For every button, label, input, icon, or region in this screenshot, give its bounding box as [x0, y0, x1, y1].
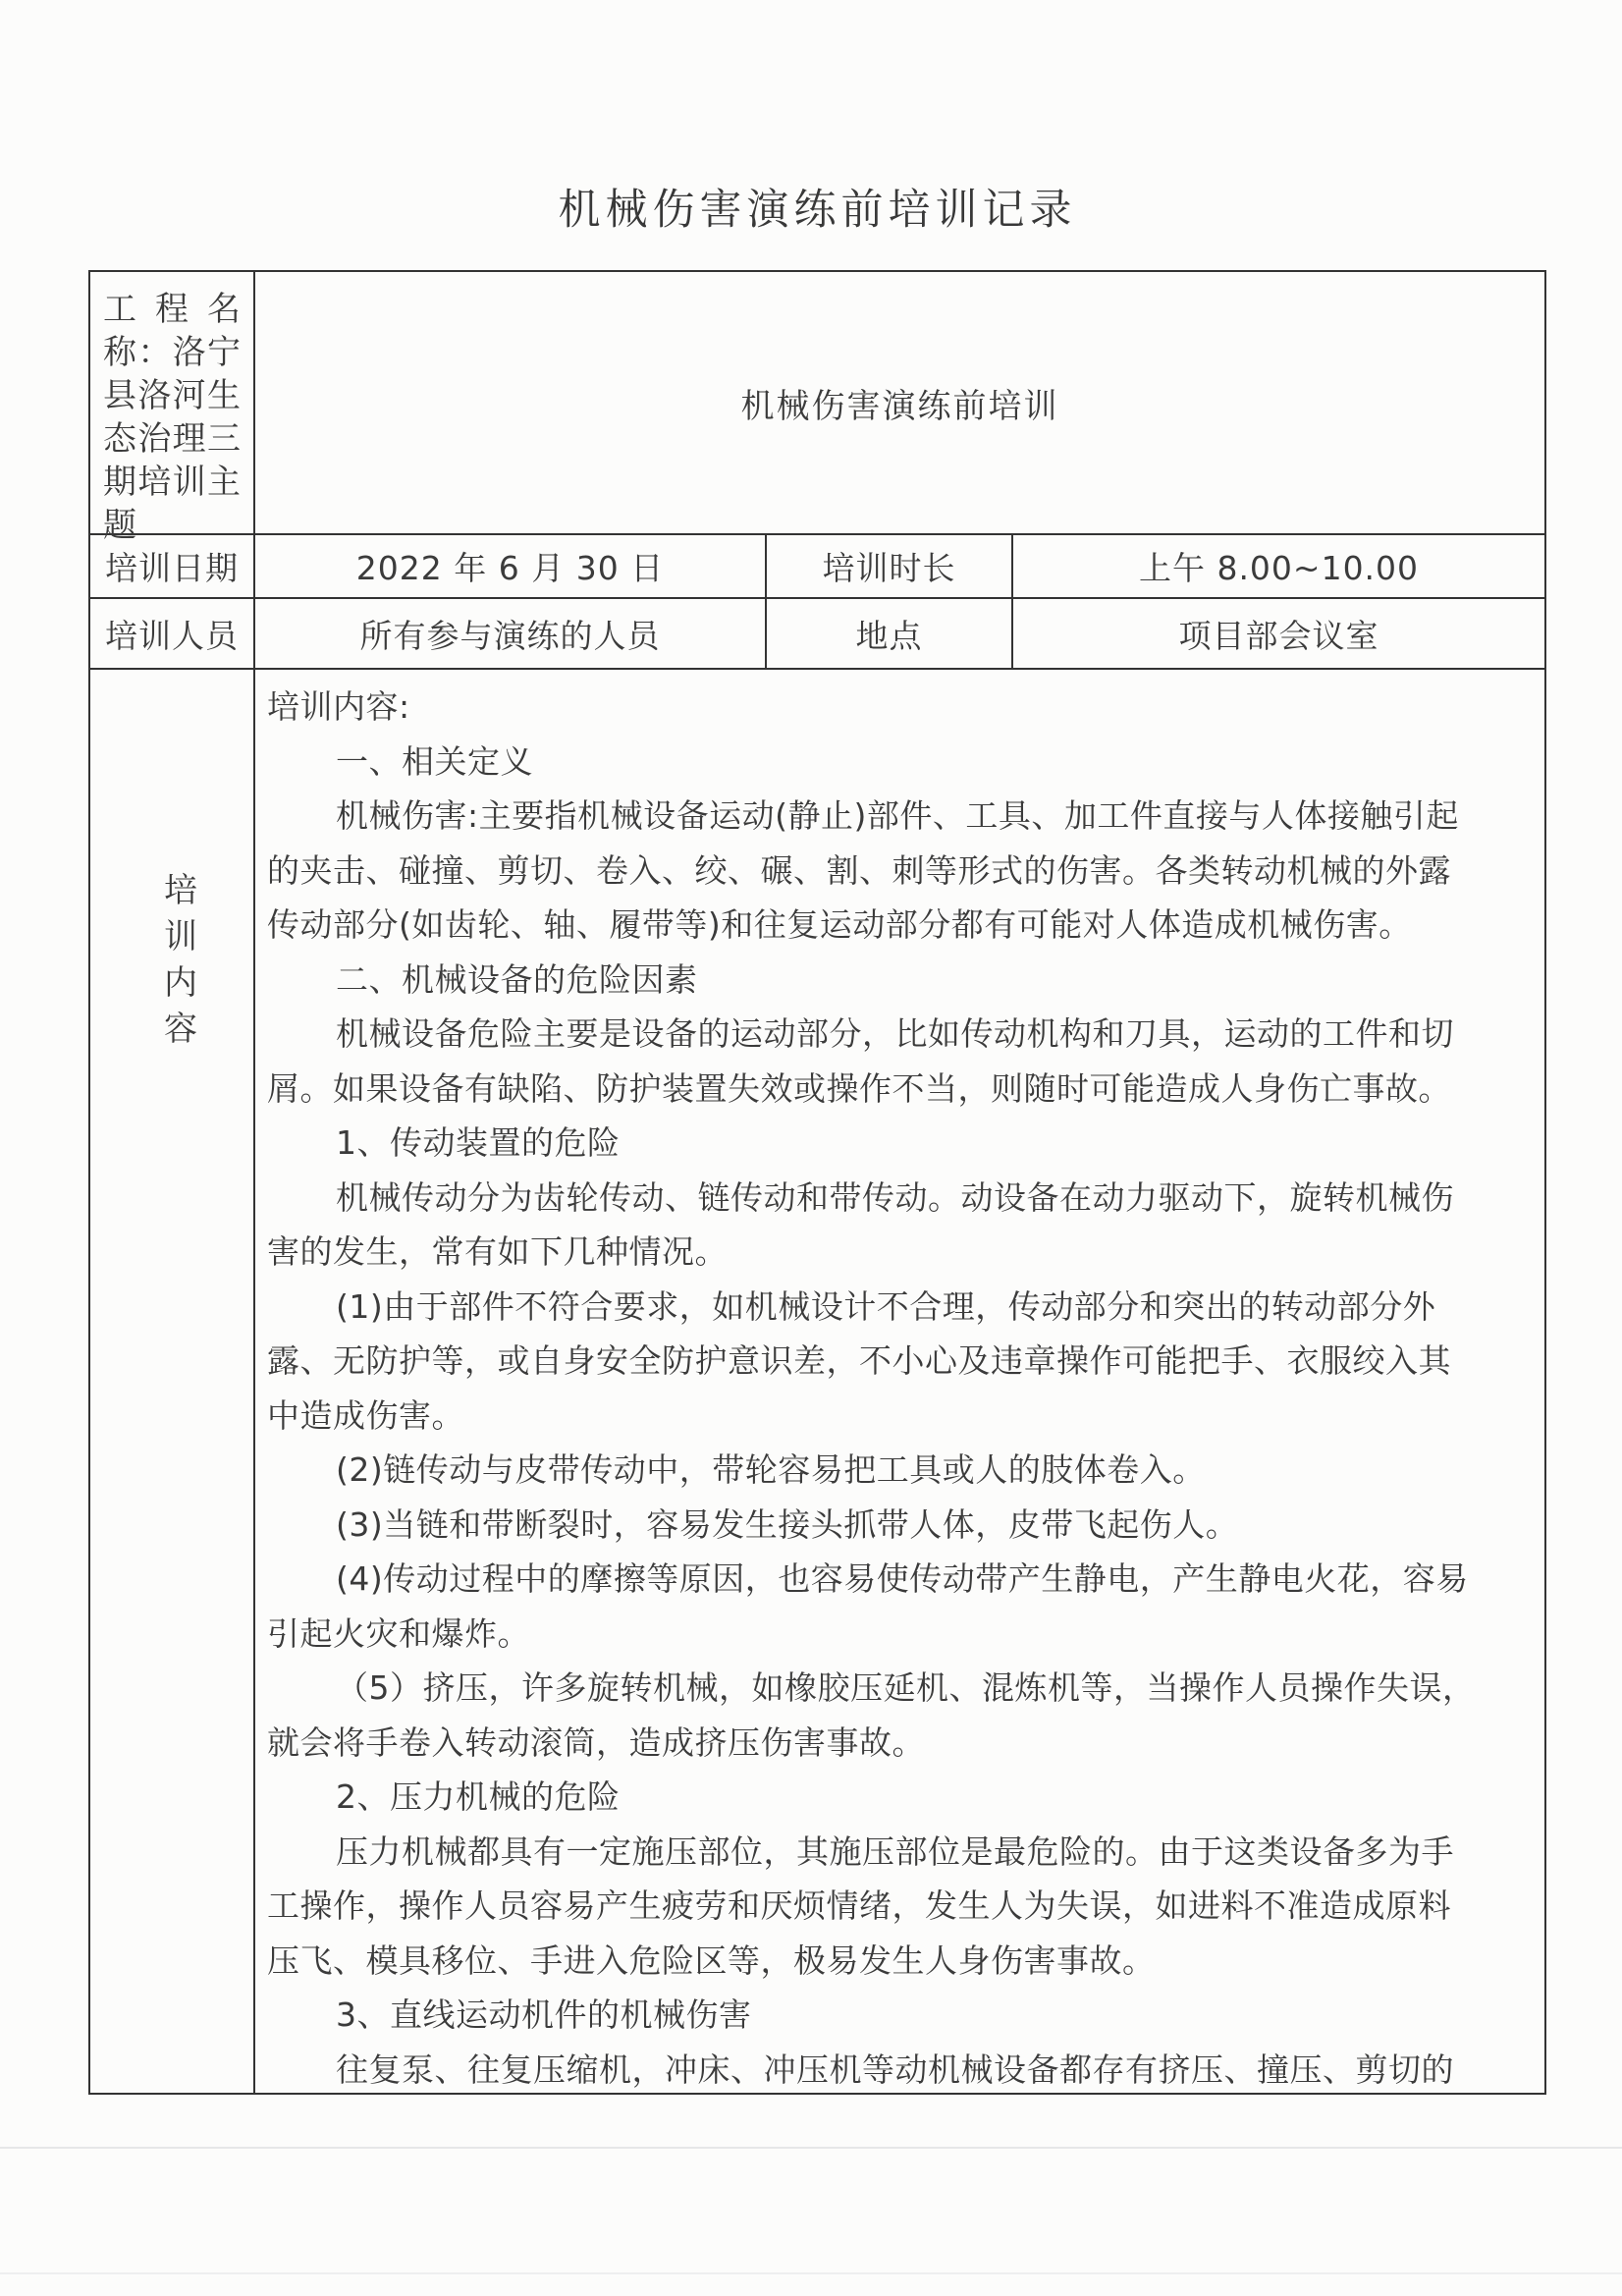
- content-text-line: 压力机械都具有一定施压部位，其施压部位是最危险的。由于这类设备多为手: [336, 1831, 1454, 1871]
- content-text-line: 2、压力机械的危险: [336, 1777, 621, 1816]
- content-text-line: 二、机械设备的危险因素: [336, 959, 698, 999]
- training-content-cell: [253, 670, 1544, 2093]
- text-line: 县洛河生: [103, 376, 241, 415]
- content-text-line: 机械传动分为齿轮传动、链传动和带传动。动设备在动力驱动下，旋转机械伤: [336, 1177, 1454, 1217]
- content-text-line: 往复泵、往复压缩机，冲床、冲压机等动机械设备都存有挤压、撞压、剪切的: [336, 2050, 1454, 2089]
- text-line: 训: [164, 917, 197, 957]
- content-text-line: （5）挤压，许多旋转机械，如橡胶压延机、混炼机等，当操作人员操作失误，: [336, 1668, 1476, 1707]
- content-text-line: 中造成伤害。: [267, 1395, 464, 1435]
- content-text-line: 就会将手卷入转动滚筒，造成挤压伤害事故。: [267, 1722, 925, 1762]
- content-text-line: 引起火灾和爆炸。: [267, 1613, 530, 1653]
- content-text-line: 一、相关定义: [336, 741, 533, 781]
- training-topic-text: 机械伤害演练前培训: [740, 386, 1059, 426]
- content-side-label: [90, 670, 253, 2093]
- text-line: 工程名: [103, 290, 241, 329]
- content-text-line: 传动部分(如齿轮、轴、履带等)和往复运动部分都有可能对人体造成机械伤害。: [267, 905, 1412, 944]
- content-text-line: (1)由于部件不符合要求，如机械设计不合理，传动部分和突出的转动部分外: [336, 1286, 1436, 1326]
- content-text-line: 机械设备危险主要是设备的运动部分，比如传动机构和刀具，运动的工件和切: [336, 1014, 1454, 1053]
- training-date-label: 培训日期: [105, 549, 239, 587]
- content-text-line: (3)当链和带断裂时，容易发生接头抓带人体，皮带飞起伤人。: [336, 1504, 1239, 1544]
- text-line: 称：洛宁: [103, 333, 241, 372]
- text-line: 内: [164, 963, 197, 1003]
- text-line: 期培训主: [103, 463, 241, 502]
- document-title: 机械伤害演练前培训记录: [558, 186, 1077, 235]
- training-topic-cell: [253, 272, 1544, 533]
- training-date-value: 2022 年 6 月 30 日: [253, 535, 765, 597]
- text-line: 题: [103, 506, 136, 545]
- content-text-line: 工操作，操作人员容易产生疲劳和厌烦情绪，发生人为失误，如进料不准造成原料: [267, 1886, 1451, 1925]
- table-row-date: [90, 533, 1544, 597]
- content-text-line: 露、无防护等，或自身安全防护意识差，不小心及违章操作可能把手、衣服绞入其: [267, 1341, 1451, 1380]
- scan-artifact-line: [0, 2272, 1622, 2274]
- trainees-label: 培训人员: [105, 616, 239, 655]
- training-record-table: [88, 270, 1546, 2095]
- table-row-project: [90, 272, 1544, 545]
- text-line: 态治理三: [103, 419, 241, 459]
- content-text-line: 3、直线运动机件的机械伤害: [336, 1995, 752, 2034]
- duration-label: 培训时长: [765, 535, 1011, 597]
- location-label: 地点: [765, 599, 1011, 668]
- text-line: 容: [164, 1010, 197, 1049]
- content-text-line: (2)链传动与皮带传动中，带轮容易把工具或人的肢体卷入。: [336, 1450, 1206, 1489]
- content-text-line: 培训内容:: [267, 687, 410, 726]
- duration-value: 上午 8.00~10.00: [1011, 535, 1544, 597]
- location-value: 项目部会议室: [1011, 599, 1544, 668]
- scan-artifact-line: [0, 2147, 1622, 2149]
- trainees-value: 所有参与演练的人员: [253, 599, 765, 668]
- content-text-line: 机械伤害:主要指机械设备运动(静止)部件、工具、加工件直接与人体接触引起: [336, 796, 1459, 835]
- content-text-line: 压飞、模具移位、手进入危险区等，极易发生人身伤害事故。: [267, 1941, 1156, 1980]
- content-text-line: 1、传动装置的危险: [336, 1123, 621, 1162]
- content-text-line: 的夹击、碰撞、剪切、卷入、绞、碾、割、刺等形式的伤害。各类转动机械的外露: [267, 850, 1451, 890]
- table-row-trainees: [90, 597, 1544, 668]
- text-line: 培: [164, 871, 197, 910]
- content-text-line: 害的发生，常有如下几种情况。: [267, 1232, 728, 1271]
- content-text-line: 屑。如果设备有缺陷、防护装置失效或操作不当，则随时可能造成人身伤亡事故。: [267, 1068, 1451, 1108]
- content-text-line: (4)传动过程中的摩擦等原因，也容易使传动带产生静电，产生静电火花，容易: [336, 1559, 1469, 1598]
- table-row-content: [90, 668, 1544, 2093]
- project-name-cell: [90, 272, 253, 545]
